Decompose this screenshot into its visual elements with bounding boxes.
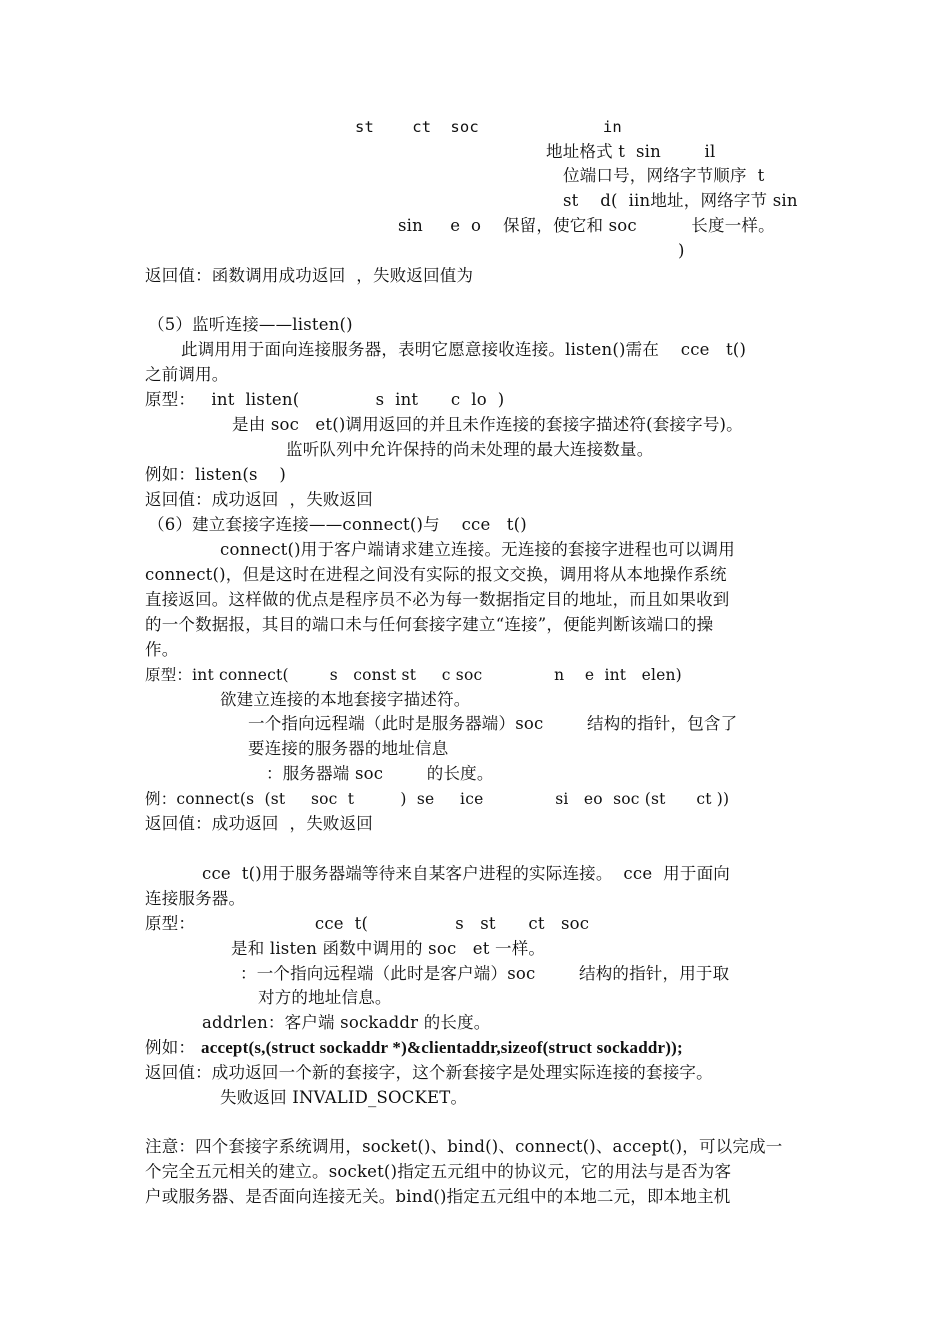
code-example: accept(s,(struct sockaddr *)&clientaddr,sizeof(struct sockaddr)); — [201, 1038, 683, 1057]
text-line: addrlen：客户端 sockaddr 的长度。 — [202, 1013, 491, 1032]
text-line: ) — [678, 241, 685, 260]
text-line: 是和 listen 函数中调用的 soc et 一样。 — [231, 939, 546, 958]
text-line: 返回值：成功返回一个新的套接字，这个新套接字是处理实际连接的套接字。 — [145, 1063, 713, 1082]
text-line: 之前调用。 — [145, 365, 229, 384]
text-line: 此调用用于面向连接服务器，表明它愿意接收连接。listen()需在 cce t() — [181, 340, 747, 359]
text-line: 监听队列中允许保持的尚未处理的最大连接数量。 — [286, 440, 654, 459]
text-line: ：一个指向远程端（此时是客户端）soc 结构的指针，用于取 — [240, 964, 730, 983]
text-line: 原型： cce t( s st ct soc — [145, 914, 590, 933]
text-line: 是由 soc et()调用返回的并且未作连接的套接字描述符(套接字号)。 — [232, 415, 743, 434]
text-line: 返回值：成功返回 ，失败返回 — [145, 814, 373, 833]
text-line: 户或服务器、是否面向连接无关。bind()指定五元组中的本地二元，即本地主机 — [145, 1187, 731, 1206]
text-line: connect()，但是这时在进程之间没有实际的报文交换，调用将从本地操作系统 — [145, 565, 727, 584]
section-heading: （5）监听连接——listen() — [148, 315, 353, 334]
text-line: 失败返回 INVALID_SOCKET。 — [220, 1088, 468, 1107]
text-line: connect()用于客户端请求建立连接。无连接的套接字进程也可以调用 — [220, 540, 735, 559]
text-line: 原型：int connect( s const st c soc n e int elen) — [145, 666, 682, 684]
text-line: 作。 — [145, 640, 179, 659]
text-line: sin e o 保留，使它和 soc 长度一样。 — [398, 216, 775, 235]
text-line: st ct soc in — [355, 118, 622, 136]
text-line: 连接服务器。 — [145, 889, 246, 908]
text-line: 直接返回。这样做的优点是程序员不必为每一数据指定目的地址，而且如果收到 — [145, 590, 730, 609]
text-line: 对方的地址信息。 — [258, 988, 392, 1007]
text-line: 欲建立连接的本地套接字描述符。 — [220, 690, 471, 709]
text-line: 个完全五元相关的建立。socket()指定五元组中的协议元，它的用法与是否为客 — [145, 1162, 732, 1181]
text-line: 的一个数据报，其目的端口未与任何套接字建立“连接”，便能判断该端口的操 — [145, 615, 714, 634]
text-line: 注意：四个套接字系统调用，socket()、bind()、connect()、accept()，可以完成一 — [145, 1137, 783, 1156]
section-heading: （6）建立套接字连接——connect()与 cce t() — [148, 515, 527, 534]
text-line: ：服务器端 soc 的长度。 — [266, 764, 494, 783]
text-line: 返回值：成功返回 ，失败返回 — [145, 490, 373, 509]
text-line: 位端口号，网络字节顺序 t — [563, 166, 765, 185]
text-line: st d( iin地址，网络字节 sin — [563, 191, 798, 210]
text-line: cce t()用于服务器端等待来自某客户进程的实际连接。 cce 用于面向 — [202, 864, 730, 883]
text-line: 例如： — [145, 1038, 196, 1057]
text-line: 例：connect(s (st soc t ) se ice si eo soc (st ct )) — [145, 790, 730, 808]
text-line: 要连接的服务器的地址信息 — [248, 739, 449, 758]
text-line: 例如：listen(s ) — [145, 465, 287, 484]
text-line: 原型： int listen( s int c lo ) — [145, 390, 505, 409]
text-line: 地址格式 t sin il — [546, 142, 716, 161]
text-line: 返回值：函数调用成功返回 ，失败返回值为 — [145, 266, 474, 285]
text-line: 一个指向远程端（此时是服务器端）soc 结构的指针，包含了 — [248, 714, 738, 733]
